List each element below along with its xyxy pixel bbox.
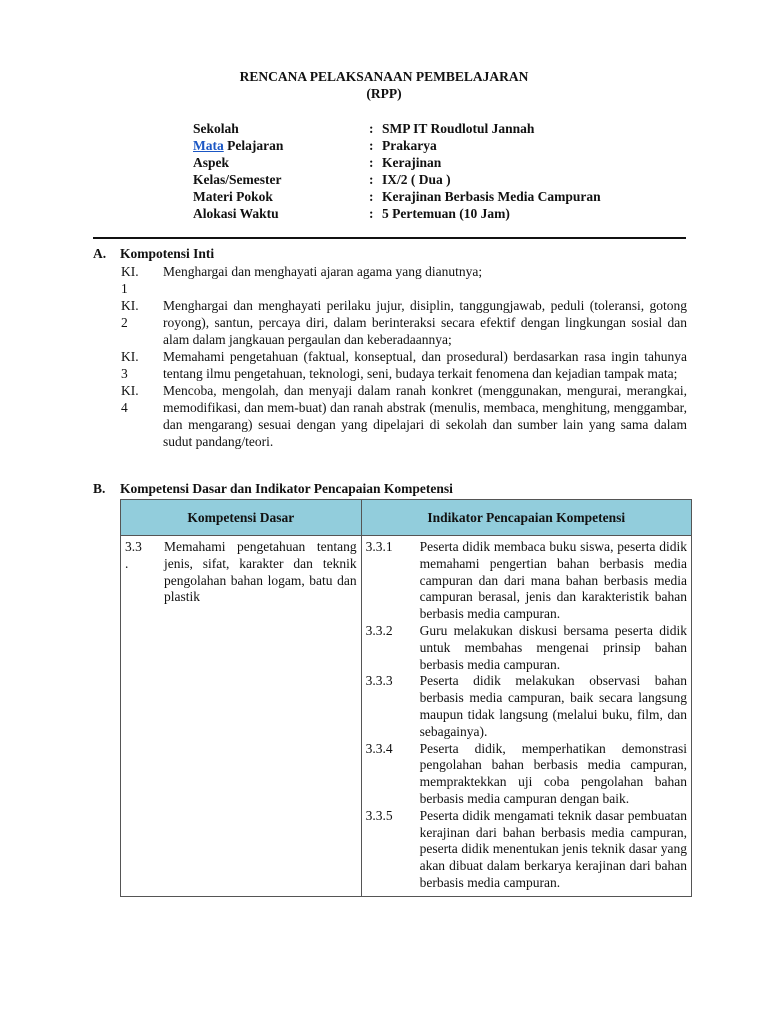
ki-item-3: KI. 3 Memahami pengetahuan (faktual, konseptual, dan prosedural) berdasarkan rasa ingin tahunya tentang ilmu pengetahuan, teknologi, seni, budaya terkait fenomena dan kejadian tampak mata; [121, 349, 687, 381]
info-row-aspek: Aspek : Kerajinan [193, 155, 442, 170]
indicator-item: 3.3.5 Peserta didik mengamati teknik dasar pembuatan kerajinan dari bahan berbasis media campuran, peserta didik menentukan jenis teknik dasar yang akan dibuat dalam berkarya kerajinan dari bahan berbasis media campuran. [365, 807, 687, 890]
info-row-alokasi-waktu: Alokasi Waktu : 5 Pertemuan (10 Jam) [193, 206, 510, 221]
indicator-item: 3.3.4 Peserta didik, memperhatikan demonstrasi pengolahan bahan berbasis media campuran, mempraktekkan uji coba pengolahan bahan berbasis media campuran dengan baik. [365, 740, 687, 806]
ki-item-1: KI. 1 Menghargai dan menghayati ajaran agama yang dianutnya; [121, 264, 483, 296]
table-row [121, 536, 692, 897]
ki-item-4: KI. 4 Mencoba, mengolah, dan menyaji dalam ranah konkret (menggunakan, mengurai, merangkai, memodifikasi, dan mem-buat) dan ranah abstrak (menulis, membaca, menghitung, menggambar, dan mengarang) sesuai dengan yang dipelajari di sekolah dan sumber lain yang sama dalam sudut pandang/teori. [121, 383, 687, 449]
section-a-heading: A. Kompotensi Inti [93, 246, 215, 261]
section-b-heading: B. Kompetensi Dasar dan Indikator Pencapaian Kompetensi [93, 481, 453, 496]
mata-link[interactable]: Mata [193, 138, 224, 153]
table-header-row [121, 500, 692, 536]
competency-table [120, 499, 692, 897]
info-row-mata-pelajaran: Mata Pelajaran : Prakarya [193, 138, 437, 153]
identity-block [193, 120, 601, 222]
ki-item-2: KI. 2 Menghargai dan menghayati perilaku jujur, disiplin, tanggungjawab, peduli (toleransi, gotong royong), santun, percaya diri, dalam berinteraksi secara efektif dengan lingkungan sosial dan alam dalam jangkauan pergaulan dan keberadaannya; [121, 298, 687, 347]
horizontal-rule [93, 237, 686, 239]
indicator-cell [361, 536, 691, 897]
document-title: RENCANA PELAKSANAAN PEMBELAJARAN [239, 69, 529, 84]
indicator-item: 3.3.1 Peserta didik membaca buku siswa, peserta didik memahami pengertian bahan berbasis media campuran dan dari mana bahan berbasis media campuran berasal, jenis dan karakteristik bahan berbasis media campuran. [365, 539, 687, 622]
info-row-sekolah: Sekolah : SMP IT Roudlotul Jannah [193, 121, 535, 136]
ki-list [121, 263, 687, 450]
indicator-item: 3.3.2 Guru melakukan diskusi bersama peserta didik untuk membahas mengenai prinsip bahan berbasis media campuran. [365, 622, 687, 672]
header-kompetensi-dasar: Kompetensi Dasar [121, 500, 362, 536]
document-subtitle: (RPP) [366, 86, 402, 101]
info-row-kelas-semester: Kelas/Semester : IX/2 ( Dua ) [193, 172, 451, 187]
header-indikator: Indikator Pencapaian Kompetensi [361, 500, 691, 536]
info-row-materi-pokok: Materi Pokok : Kerajinan Berbasis Media Campuran [193, 189, 601, 204]
kd-cell: 3.3 . Memahami pengetahuan tentang jenis, sifat, karakter dan teknik pengolahan bahan logam, batu dan plastik [121, 536, 362, 897]
indicator-item: 3.3.3 Peserta didik melakukan observasi bahan berbasis media campuran, baik secara langsung maupun tidak langsung (melalui buku, film, dan sebagainya). [365, 673, 687, 739]
